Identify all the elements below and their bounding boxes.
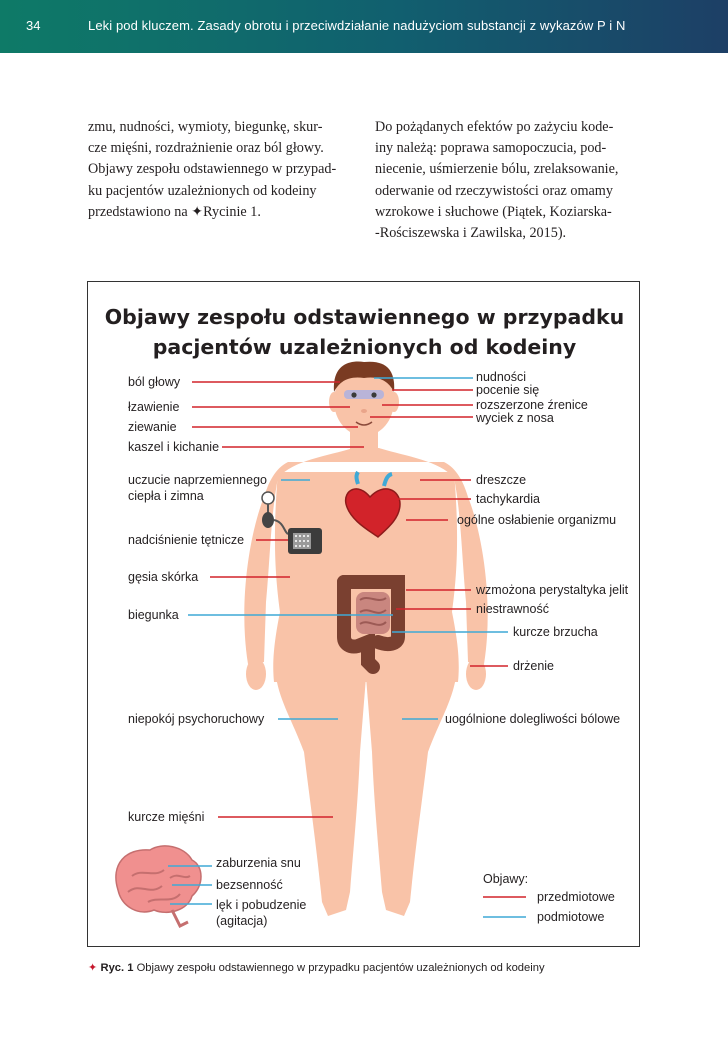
caption-marker: ✦	[88, 962, 98, 974]
right-eye-icon	[371, 392, 376, 397]
label-bezsennosc: bezsenność	[216, 878, 283, 892]
text-line: zmu, nudności, wymioty, biegunkę, skur-	[88, 119, 323, 135]
left-hand	[246, 658, 266, 690]
text-line: cze mięśni, rozdrażnienie oraz ból głowy.	[88, 140, 324, 157]
text-line: niecenie, uśmierzenie bólu, zrelaksowanie,	[375, 161, 619, 178]
text-fragment: .	[257, 203, 261, 220]
label-zrenice: rozszerzone źrenice	[476, 398, 588, 412]
left-leg	[276, 677, 366, 916]
text-line: -Rościszewska i Zawilska, 2015).	[375, 225, 567, 242]
label-tachykardia: tachykardia	[476, 492, 540, 506]
figure-symptoms	[87, 281, 640, 947]
running-title: Leki pod kluczem. Zasady obrotu i przeciwdziałanie nadużyciom substancji z wykazów P i N	[88, 18, 626, 33]
caption-text: Objawy zespołu odstawiennego w przypadku pacjentów uzależnionych od kodeiny	[136, 962, 545, 974]
text-line: wzrokowe i słuchowe (Piątek, Koziarska-	[375, 203, 612, 220]
label-perystaltyka: wzmożona perystaltyka jelit	[476, 583, 629, 597]
body-column-right	[375, 117, 641, 244]
page-number: 34	[26, 18, 41, 33]
label-ziewanie: ziewanie	[128, 420, 177, 434]
label-lek-line1: lęk i pobudzenie	[216, 898, 307, 912]
legend-item-subjective: podmiotowe	[537, 910, 605, 924]
label-dolegliwosci: uogólnione dolegliwości bólowe	[445, 712, 621, 726]
label-gesia-skorka: gęsia skórka	[128, 570, 199, 584]
figure-caption	[88, 961, 545, 974]
text-line	[88, 202, 354, 223]
label-zaburzenia-snu: zaburzenia snu	[216, 856, 301, 870]
body-column-left	[88, 117, 354, 223]
label-pocenie: pocenie się	[476, 383, 540, 397]
brain-icon	[116, 846, 201, 926]
label-nadcisnienie: nadciśnienie tętnicze	[128, 533, 245, 547]
label-wyciek: wyciek z nosa	[476, 411, 554, 425]
page-header	[0, 0, 728, 53]
caption-label: Ryc. 1	[100, 962, 134, 974]
label-biegunka: biegunka	[128, 608, 179, 622]
figure-title-line: Objawy zespołu odstawiennego w przypadku	[104, 305, 625, 329]
text-line: Do pożądanych efektów po zażyciu kode-	[375, 119, 614, 135]
label-bol-glowy: ból głowy	[128, 375, 181, 389]
text-line: oderwanie od rzeczywistości oraz omamy	[375, 182, 613, 199]
label-uczucie-line1: uczucie naprzemiennego	[128, 473, 267, 487]
text-line: iny należą: poprawa samopoczucia, pod-	[375, 140, 607, 157]
label-kaszel: kaszel i kichanie	[128, 440, 220, 454]
label-oslabienie: ogólne osłabienie organizmu	[457, 513, 617, 527]
text-line: Objawy zespołu odstawiennego w przypad-	[88, 161, 337, 178]
label-dreszcze: dreszcze	[476, 473, 527, 487]
legend-item-objective: przedmiotowe	[537, 890, 615, 904]
nose	[361, 409, 367, 413]
label-nudnosci: nudności	[476, 370, 527, 384]
left-eye-icon	[351, 392, 356, 397]
figure-title-line: pacjentów uzależnionych od kodeiny	[152, 335, 577, 359]
right-ear	[389, 392, 399, 412]
label-lzawienie: łzawienie	[128, 400, 180, 414]
label-lek-line2: (agitacja)	[216, 914, 268, 928]
label-drzenie: drżenie	[513, 659, 554, 673]
legend-title: Objawy:	[483, 872, 529, 886]
figure-reference-link[interactable]: ✦Rycinie 1	[191, 203, 258, 220]
right-leg	[366, 677, 456, 916]
text-line: ku pacjentów uzależnionych od kodeiny	[88, 182, 317, 199]
label-niepokoj: niepokój psychoruchowy	[128, 712, 265, 726]
label-niestrawnosc: niestrawność	[476, 602, 549, 616]
left-ear	[329, 392, 339, 412]
text-fragment: przedstawiono na	[88, 203, 192, 220]
label-kurcze-brzucha: kurcze brzucha	[513, 625, 598, 639]
goggles-band	[344, 390, 384, 399]
label-uczucie-line2: ciepła i zimna	[128, 489, 204, 503]
label-kurcze-miesni: kurcze mięśni	[128, 810, 205, 824]
right-hand	[466, 658, 486, 690]
